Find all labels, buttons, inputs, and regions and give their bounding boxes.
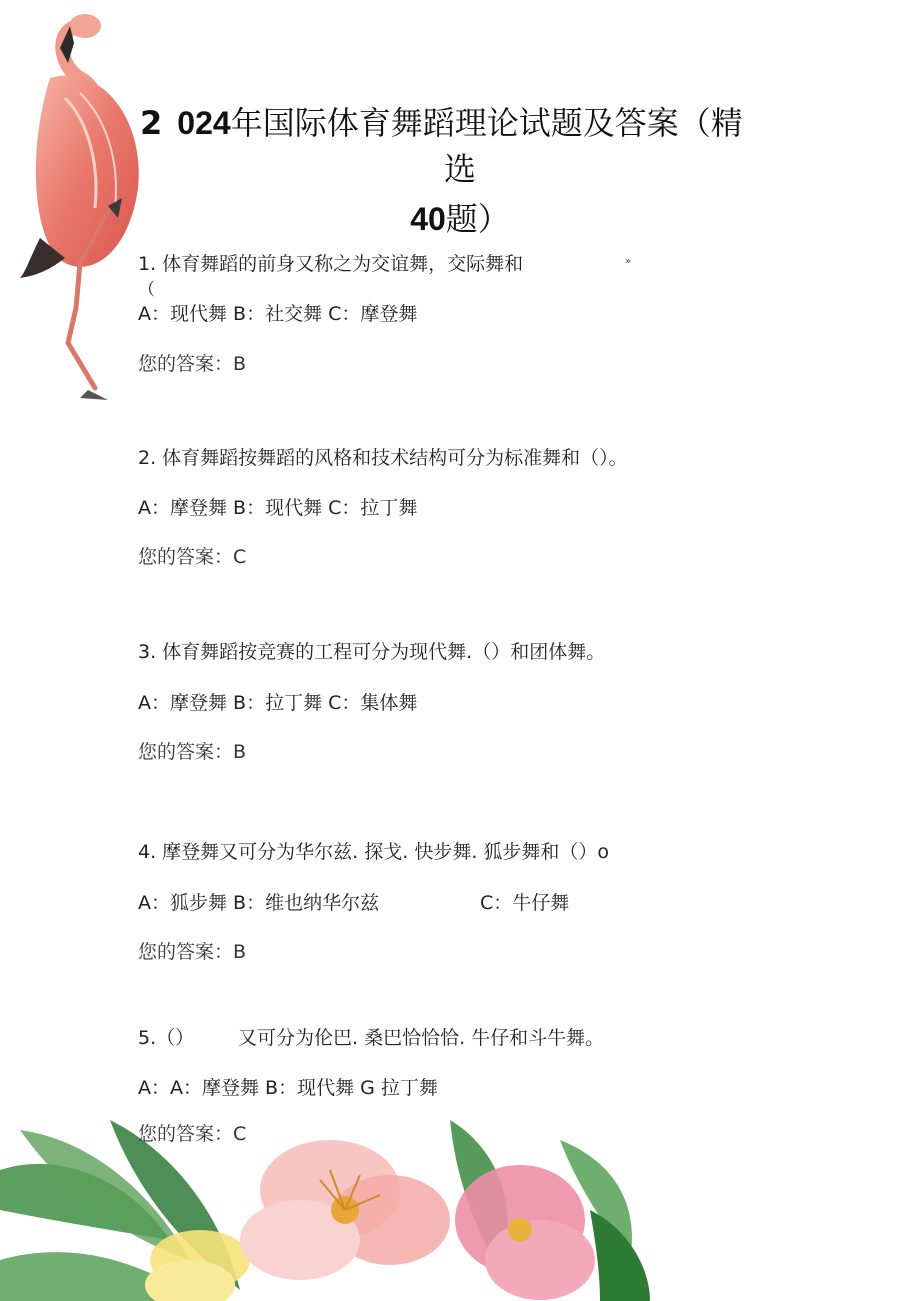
title-line-2: 选	[443, 150, 476, 188]
question-3-stem: 3. 体育舞蹈按竞赛的工程可分为现代舞.（）和团体舞。	[138, 641, 606, 663]
title-year: 024	[177, 105, 231, 141]
question-3-options: A：摩登舞 B：拉丁舞 C：集体舞	[138, 692, 418, 714]
question-1-mark: »	[625, 256, 632, 267]
question-4-options-ab: A：狐步舞 B：维也纳华尔兹	[138, 892, 380, 914]
flamingo-illustration	[10, 8, 150, 408]
question-1-answer: 您的答案：B	[138, 353, 247, 375]
question-5-stem-a: 5.（）	[138, 1027, 195, 1049]
question-1-stem: 1. 体育舞蹈的前身又称之为交谊舞，交际舞和	[138, 253, 524, 275]
question-5-answer: 您的答案：C	[138, 1123, 247, 1145]
question-2-options: A：摩登舞 B：现代舞 C：拉丁舞	[138, 497, 418, 519]
question-5-options: A：A：摩登舞 B：现代舞 G 拉丁舞	[138, 1077, 438, 1099]
question-5-stem-b: 又可分为伦巴. 桑巴恰恰恰. 牛仔和斗牛舞。	[238, 1027, 605, 1049]
question-4-stem: 4. 摩登舞又可分为华尔兹. 探戈. 快步舞. 狐步舞和（）o	[138, 841, 610, 863]
title-line-3	[140, 196, 780, 242]
question-4-answer: 您的答案：B	[138, 941, 247, 963]
question-2-answer: 您的答案：C	[138, 546, 247, 568]
question-1-options: A：现代舞 B：社交舞 C：摩登舞	[138, 303, 418, 325]
question-2-stem: 2. 体育舞蹈按舞蹈的风格和技术结构可分为标准舞和（）。	[138, 447, 628, 469]
question-1-stem-tail: （	[138, 280, 155, 300]
title-text-3: 题）	[445, 200, 510, 238]
document-title	[140, 100, 780, 242]
title-stray-char: 2	[140, 104, 163, 142]
question-3-answer: 您的答案：B	[138, 741, 247, 763]
title-line-1	[140, 100, 780, 146]
title-text-1: 年国际体育舞蹈理论试题及答案（精	[230, 104, 743, 142]
title-count: 40	[410, 201, 446, 237]
question-4-options-c: C：牛仔舞	[480, 892, 570, 914]
flowers-illustration	[0, 1110, 650, 1301]
